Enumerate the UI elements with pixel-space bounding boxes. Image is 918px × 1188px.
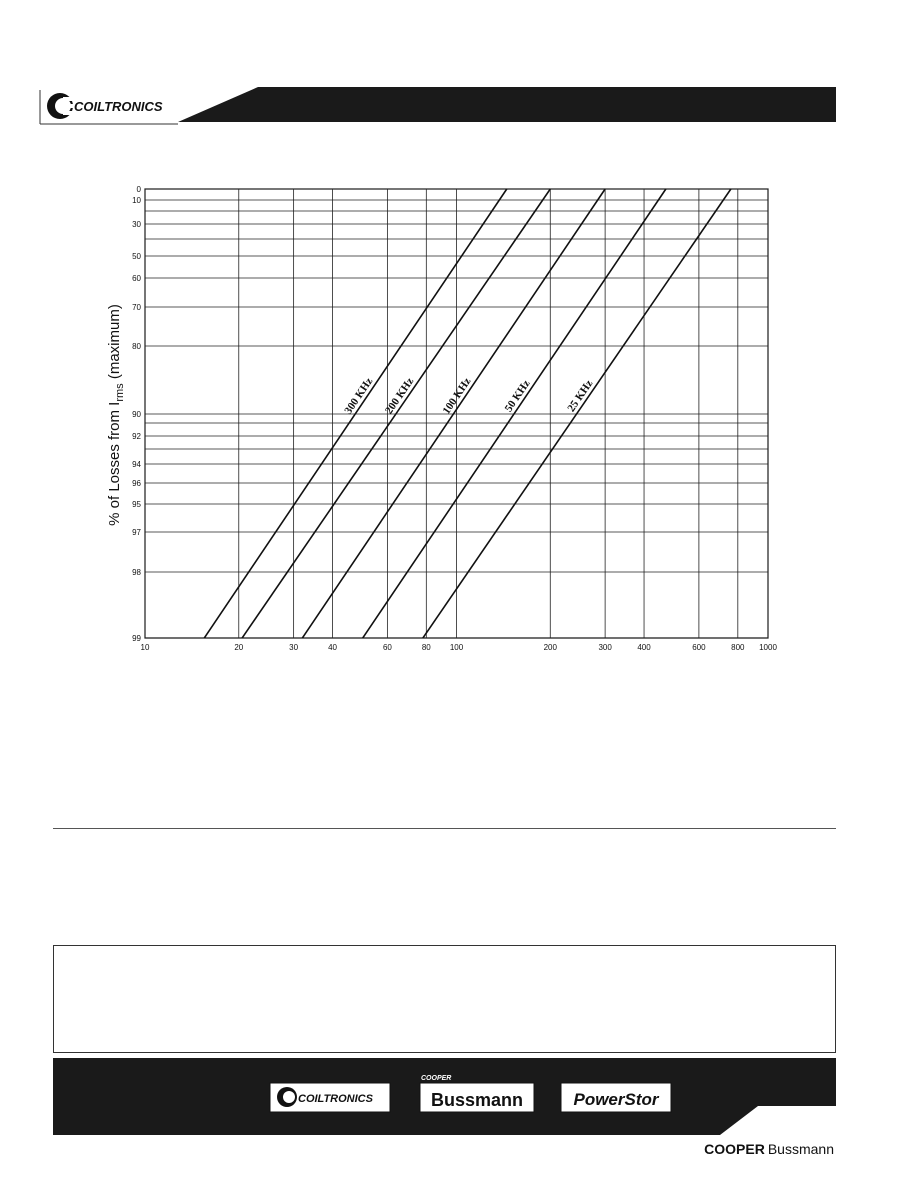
y-tick-label: 70 [132,303,141,312]
series-label: 200 KHz [383,375,417,417]
x-tick-label: 1000 [759,643,777,652]
y-tick-label: 90 [132,410,141,419]
x-tick-label: 300 [598,643,612,652]
y-tick-label: 50 [132,252,141,261]
footer-powerstor-text: PowerStor [573,1090,659,1109]
y-axis-label: % of Losses from $I_{rms}$ (maximum) [106,304,126,526]
y-tick-label: 95 [132,500,141,509]
footer-logo-powerstor [561,1083,671,1112]
y-tick-label: 96 [132,479,141,488]
series-label: 300 KHz [342,375,376,417]
y-tick-label: 10 [132,196,141,205]
y-tick-labels [132,185,141,643]
footer-coiltronics-text: COILTRONICS [298,1093,373,1105]
x-tick-label: 600 [692,643,706,652]
header-dark-band [178,87,836,122]
y-tick-label: 94 [132,460,141,469]
x-tick-label: 400 [637,643,651,652]
y-tick-label: 98 [132,568,141,577]
footer-bussmann-text: Bussmann [430,1090,524,1110]
losses-chart [0,170,918,690]
series-label: 50 KHz [502,377,533,415]
y-tick-label: 92 [132,432,141,441]
x-tick-label: 100 [449,643,464,652]
series-label: 25 KHz [565,377,596,415]
chart-grid [145,189,768,638]
x-tick-label: 800 [731,643,745,652]
footer-logo-coiltronics [270,1083,390,1112]
x-tick-label: 60 [382,643,392,652]
notes-box [53,945,836,1053]
header-bar [0,0,918,130]
x-tick-label: 200 [543,643,557,652]
y-tick-label: 80 [132,342,141,351]
x-tick-label: 80 [421,643,431,652]
x-tick-label: 20 [234,643,244,652]
x-tick-labels [141,643,778,652]
y-tick-label: 97 [132,528,141,537]
y-tick-label: 60 [132,274,141,283]
footer-band [0,1050,918,1188]
x-tick-label: 40 [328,643,337,652]
series-label: 100 KHz [440,375,474,417]
y-tick-label: 99 [132,634,141,643]
coiltronics-logo-icon [47,93,75,119]
y-tick-label: 0 [136,185,141,194]
y-tick-label: 30 [132,220,141,229]
footer-cooper-small-text: COOPER [421,1075,452,1082]
x-tick-label: 30 [289,643,299,652]
brand-cooper-bussmann: COOPER Bussmann [704,1141,834,1157]
header-logo-text: COILTRONICS [74,99,163,114]
x-tick-label: 10 [140,643,150,652]
section-divider [53,828,836,829]
